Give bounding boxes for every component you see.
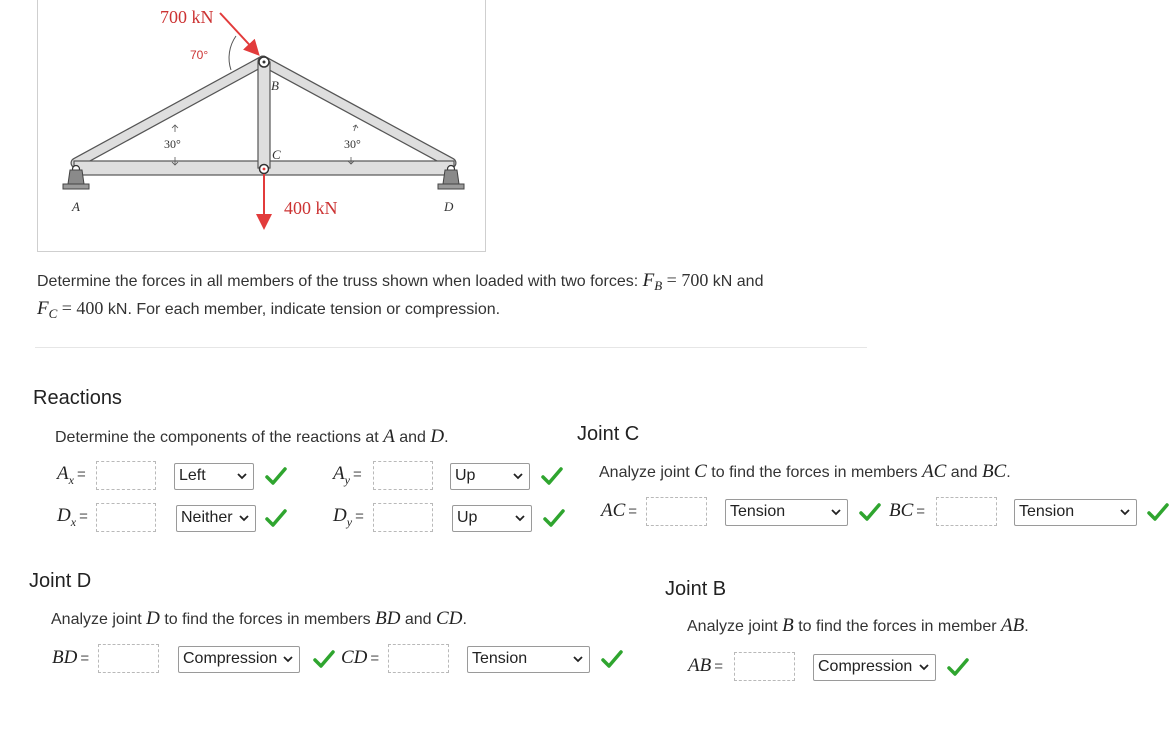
bd-input[interactable] <box>98 644 159 673</box>
ab-input[interactable] <box>734 652 795 681</box>
angle-arc-70 <box>229 36 236 70</box>
chevron-down-icon <box>238 510 250 526</box>
load-b-angle-label: 70° <box>190 48 209 62</box>
reactions-prompt: Determine the components of the reactions at A and D. <box>55 426 449 447</box>
chevron-down-icon <box>1119 504 1131 520</box>
check-icon <box>1146 502 1170 522</box>
ay-label: $A_y$ = <box>333 463 362 487</box>
angle-left-label: 30° <box>164 137 181 151</box>
bc-input[interactable] <box>936 497 997 526</box>
dy-direction-select[interactable]: Up <box>452 505 532 532</box>
cd-input[interactable] <box>388 644 449 673</box>
joint-d-prompt: Analyze joint D to find the forces in members BD and CD. <box>51 608 467 629</box>
ax-label: $A_x$ = <box>57 463 86 487</box>
joint-d-heading: Joint D <box>29 570 92 592</box>
joint-c-prompt: Analyze joint C to find the forces in members AC and BC. <box>599 461 1011 482</box>
bc-label: BC = <box>889 500 926 521</box>
ay-direction-select[interactable]: Up <box>450 463 530 490</box>
truss-diagram <box>38 0 487 252</box>
ab-type-select[interactable]: Compression <box>813 654 936 681</box>
check-icon <box>312 649 336 669</box>
member-bc <box>258 62 270 168</box>
chevron-down-icon <box>282 651 294 667</box>
problem-line-2: $F_C = 400$ kN. For each member, indicate tension or compression. <box>37 298 501 322</box>
ac-input[interactable] <box>646 497 707 526</box>
problem-line-1: Determine the forces in all members of the truss shown when loaded with two forces: $F_B = 700$ kN and <box>37 270 764 294</box>
node-label-a: A <box>72 199 80 214</box>
ax-direction-select[interactable]: Left <box>174 463 254 490</box>
cd-type-select[interactable]: Tension <box>467 646 590 673</box>
chevron-down-icon <box>572 651 584 667</box>
bd-type-select[interactable]: Compression <box>178 646 300 673</box>
section-divider <box>35 347 867 348</box>
dx-direction-select[interactable]: Neither <box>176 505 256 532</box>
load-arrow-b <box>220 13 257 53</box>
bd-label: BD = <box>52 647 90 668</box>
chevron-down-icon <box>918 659 930 675</box>
check-icon <box>858 502 882 522</box>
check-icon <box>540 466 564 486</box>
ax-input[interactable] <box>96 461 156 490</box>
chevron-down-icon <box>236 468 248 484</box>
dx-label: $D_x$ = <box>57 505 88 529</box>
check-icon <box>946 657 970 677</box>
load-c-label: 400 kN <box>284 198 338 218</box>
node-label-b: B <box>271 78 279 93</box>
check-icon <box>264 466 288 486</box>
chevron-down-icon <box>512 468 524 484</box>
joint-b-prompt: Analyze joint B to find the forces in member AB. <box>687 615 1029 636</box>
chevron-down-icon <box>514 510 526 526</box>
dx-input[interactable] <box>96 503 156 532</box>
ac-label: AC = <box>601 500 638 521</box>
ab-label: AB = <box>688 655 723 676</box>
check-icon <box>600 649 624 669</box>
check-icon <box>264 508 288 528</box>
truss-figure <box>37 0 486 252</box>
joint-b-heading: Joint B <box>665 578 727 600</box>
angle-right-label: 30° <box>344 137 361 151</box>
node-label-d: D <box>444 199 454 214</box>
cd-label: CD = <box>341 647 380 668</box>
ay-input[interactable] <box>373 461 433 490</box>
load-b-label: 700 kN <box>160 7 214 27</box>
node-label-c: C <box>272 147 281 162</box>
dy-input[interactable] <box>373 503 433 532</box>
bc-type-select[interactable]: Tension <box>1014 499 1137 526</box>
chevron-down-icon <box>830 504 842 520</box>
ac-type-select[interactable]: Tension <box>725 499 848 526</box>
reactions-heading: Reactions <box>33 387 122 409</box>
joint-c-heading: Joint C <box>577 423 640 445</box>
check-icon <box>542 508 566 528</box>
dy-label: $D_y$ = <box>333 505 364 529</box>
